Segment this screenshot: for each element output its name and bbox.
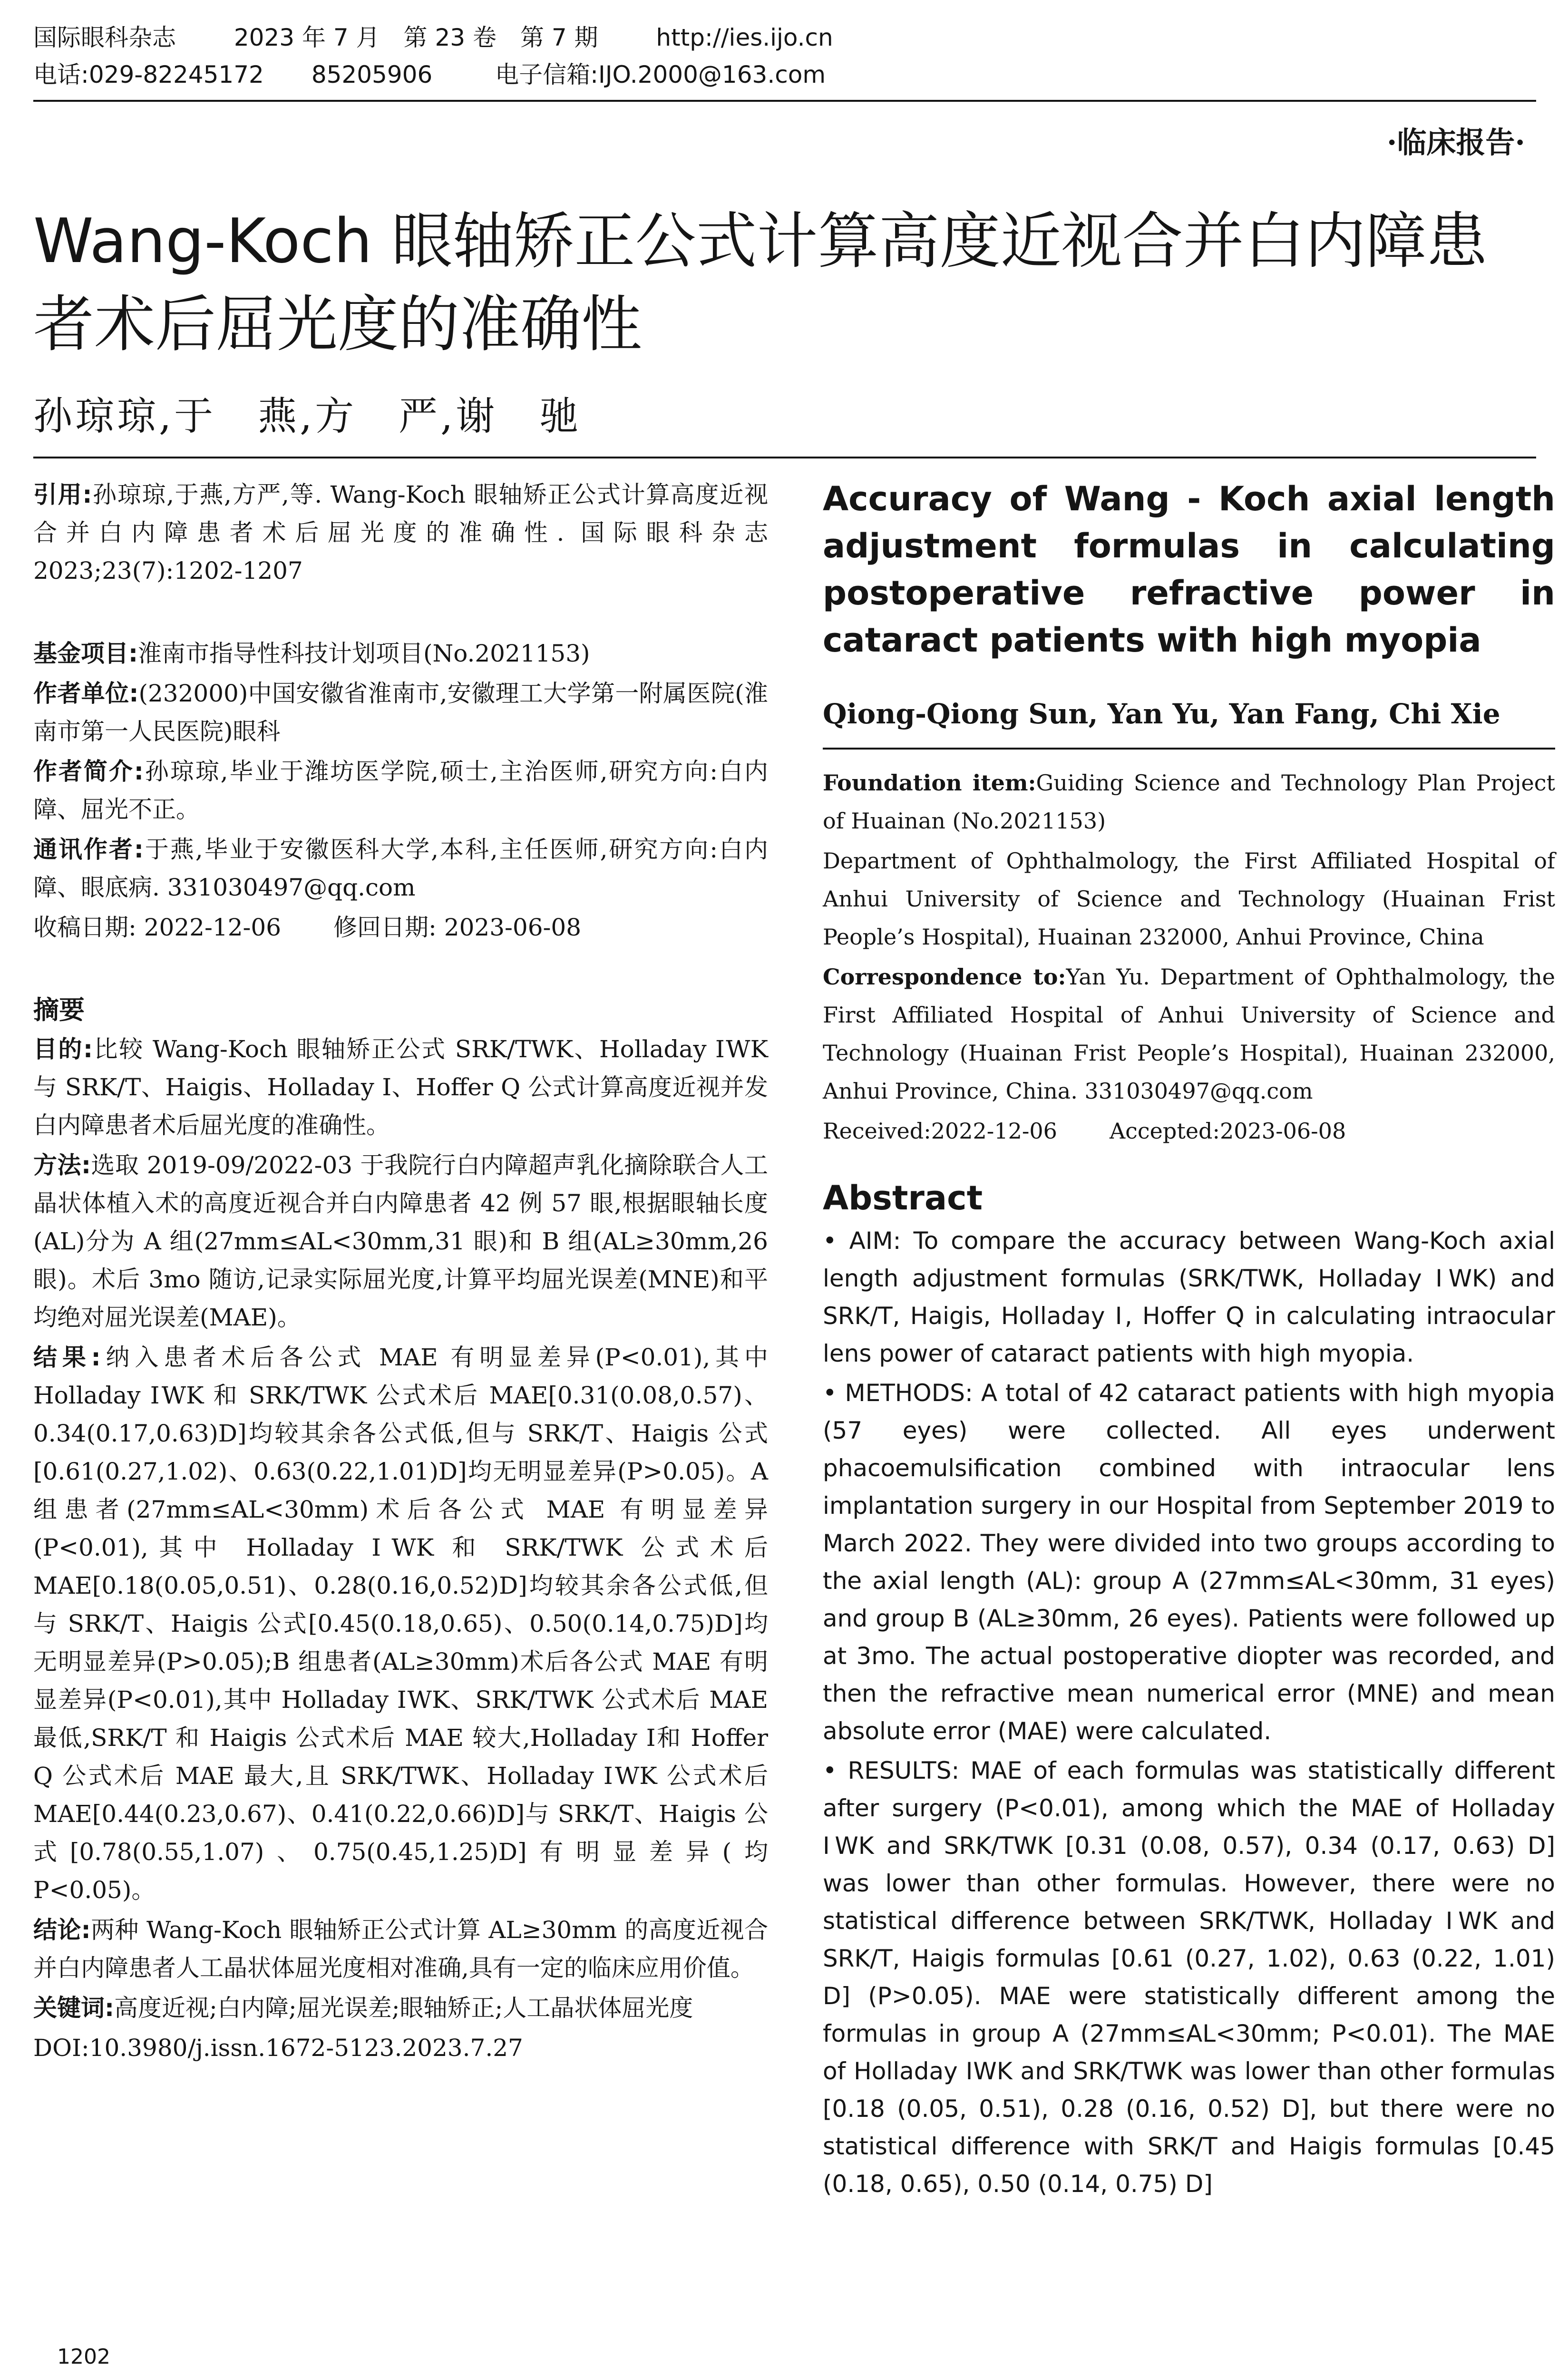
journal-url[interactable]: http://ies.ijo.cn xyxy=(656,24,833,51)
article-title: Wang-Koch 眼轴矫正公式计算高度近视合并白内障患者术后屈光度的准确性 xyxy=(33,206,1488,360)
corr-text: 于燕,毕业于安徽医科大学,本科,主任医师,研究方向:白内障、眼底病. 331030497@qq.com xyxy=(33,836,769,901)
correspondence-text: Yan Yu. Department of Ophthalmology, the First Affiliated Hospital of Anhui University of Science and Technology (Huainan Frist People’s Hospital), Huainan 232000, Anhui Province, China. 331030497@qq.com xyxy=(823,964,1556,1104)
corresponding-author xyxy=(33,830,768,906)
accepted-date-en: Accepted:2023-06-08 xyxy=(1109,1118,1346,1144)
methods-cn xyxy=(33,1146,768,1336)
english-meta xyxy=(823,764,1555,1150)
abstract-heading-cn: 摘要 xyxy=(33,995,85,1025)
bio-text: 孙琼琼,毕业于潍坊医学院,硕士,主治医师,研究方向:白内障、屈光不正。 xyxy=(33,758,769,823)
english-title: Accuracy of Wang - Koch axial length adjustment formulas in calculating postoperative refractive power in cataract patients with high myopia xyxy=(823,479,1555,660)
section-tag: ·临床报告· xyxy=(1386,125,1525,160)
keywords-text-cn: 高度近视;白内障;屈光误差;眼轴矫正;人工晶状体屈光度 xyxy=(114,1994,693,2022)
aim xyxy=(823,1222,1555,1373)
english-dates xyxy=(823,1112,1555,1150)
objective xyxy=(33,1030,768,1144)
dates xyxy=(33,908,768,946)
correspondence-label: Correspondence to: xyxy=(823,964,1066,990)
foundation-item xyxy=(823,764,1555,840)
header-line-2 xyxy=(33,56,1536,93)
unit-text: (232000)中国安徽省淮南市,安徽理工大学第一附属医院(淮南市第一人民医院)眼科 xyxy=(33,680,768,745)
results-text-cn: 纳入患者术后各公式 MAE 有明显差异(P<0.01),其中 Holladay ⅠWK 和 SRK/TWK 公式术后 MAE[0.31(0.08,0.57)、0.34(0.17,0.63)D]均较其余各公式低,但与 SRK/T、Haigis 公式[0.61(0.27,1.02)、0.63(0.22,1.01)D]均无明显差异(P>0.05)。A 组患者(27mm≤AL<30mm)术后各公式 MAE 有明显差异(P<0.01),其中 Holladay ⅠWK 和 SRK/TWK 公式术后 MAE[0.18(0.05,0.51)、0.28(0.16,0.52)D]均较其余各公式低,但与 SRK/T、Haigis 公式[0.45(0.18,0.65)、0.50(0.14,0.75)D]均无明显差异(P>0.05);B 组患者(AL≥30mm)术后各公式 MAE 有明显差异(P<0.01),其中 Holladay ⅠWK、SRK/TWK 公式术后 MAE 最低,SRK/T 和 Haigis 公式术后 MAE 较大,Holladay Ⅰ和 Hoffer Q 公式术后 MAE 最大,且 SRK/TWK、Holladay ⅠWK 公式术后 MAE[0.44(0.23,0.67)、0.41(0.22,0.66)D]与 SRK/T、Haigis 公式[0.78(0.55,1.07)、0.75(0.45,1.25)D]有明显差异(均 P<0.05)。 xyxy=(33,1344,768,1904)
header-line-1 xyxy=(33,19,1536,56)
results-label-cn: 结果: xyxy=(33,1344,101,1371)
journal-phone: 电话:029-82245172 85205906 xyxy=(33,61,433,88)
results-label-en: • RESULTS: xyxy=(823,1757,960,1784)
foundation-label: Foundation item: xyxy=(823,770,1036,796)
methods-en xyxy=(823,1374,1555,1750)
conclusion-cn xyxy=(33,1911,768,1987)
conclusion-text-cn: 两种 Wang-Koch 眼轴矫正公式计算 AL≥30mm 的高度近视合并白内障患者人工晶状体屈光度相对准确,具有一定的临床应用价值。 xyxy=(33,1916,768,1982)
methods-text-en: A total of 42 cataract patients with high myopia (57 eyes) were collected. All eyes underwent phacoemulsification combined with intraocular lens implantation surgery in our Hospital from September 2019 to March 2022. They were divided into two groups according to the axial length (AL): group A (27mm≤AL<30mm, 31 eyes) and group B (AL≥30mm, 26 eyes). Patients were followed up at 3mo. The actual postoperative diopter was recorded, and then the refractive mean numerical error (MNE) and mean absolute error (MAE) were calculated. xyxy=(823,1379,1556,1745)
doi[interactable]: DOI:10.3980/j.issn.1672-5123.2023.7.27 xyxy=(33,2034,523,2062)
corr-label: 通讯作者: xyxy=(33,836,144,863)
page-number: 1202 xyxy=(57,2345,110,2369)
aim-label: • AIM: xyxy=(823,1227,901,1255)
english-authors-rule xyxy=(823,748,1555,750)
fund-item xyxy=(33,634,768,672)
unit-label: 作者单位: xyxy=(33,680,139,707)
aim-text: To compare the accuracy between Wang-Koch axial length adjustment formulas (SRK/TWK, Holladay ⅠWK) and SRK/T, Haigis, Holladay Ⅰ, Hoffer Q in calculating intraocular lens power of cataract patients with high myopia. xyxy=(823,1227,1555,1367)
citation-text: 孙琼琼,于燕,方严,等. Wang-Koch 眼轴矫正公式计算高度近视合并白内障患者术后屈光度的准确性. 国际眼科杂志 2023;23(7):1202-1207 xyxy=(33,481,768,585)
results-text-en: MAE of each formulas was statistically different after surgery (P<0.01), among which the MAE of Holladay ⅠWK and SRK/TWK [0.31 (0.08, 0.57), 0.34 (0.17, 0.63) D] was lower than other formulas. However, there were no statistical difference between SRK/TWK, Holladay ⅠWK and SRK/T, Haigis formulas [0.61 (0.27, 1.02), 0.63 (0.22, 1.01) D] (P>0.05). MAE were statistically different among the formulas in group A (27mm≤AL<30mm; P<0.01). The MAE of Holladay ⅠWK and SRK/TWK was lower than other formulas [0.18 (0.05, 0.51), 0.28 (0.16, 0.52) D], but there were no statistical difference with SRK/T and Haigis formulas [0.45 (0.18, 0.65), 0.50 (0.14, 0.75) D] xyxy=(823,1757,1555,2198)
methods-label-en: • METHODS: xyxy=(823,1379,973,1407)
methods-label-cn: 方法: xyxy=(33,1151,91,1179)
objective-text: 比较 Wang-Koch 眼轴矫正公式 SRK/TWK、Holladay ⅠWK 与 SRK/T、Haigis、Holladay Ⅰ、Hoffer Q 公式计算高度近视并发白内障患者术后屈光度的准确性。 xyxy=(33,1035,768,1139)
english-abstract xyxy=(823,1222,1555,2203)
chinese-column xyxy=(33,476,768,2069)
journal-name: 国际眼科杂志 xyxy=(33,24,176,51)
bio-label: 作者简介: xyxy=(33,758,144,785)
fund-text: 淮南市指导性科技计划项目(No.2021153) xyxy=(138,640,590,667)
department: Department of Ophthalmology, the First Affiliated Hospital of Anhui University of Science and Technology (Huainan Frist People’s Hospital), Huainan 232000, Anhui Province, China xyxy=(823,848,1555,950)
abstract-heading-en: Abstract xyxy=(823,1179,983,1218)
conclusion-label-cn: 结论: xyxy=(33,1916,91,1944)
revised-date: 修回日期: 2023-06-08 xyxy=(333,914,582,941)
journal-email[interactable]: 电子信箱:IJO.2000@163.com xyxy=(495,61,826,88)
author-unit xyxy=(33,674,768,750)
article-authors: 孙琼琼,于 燕,方 严,谢 驰 xyxy=(33,394,582,439)
methods-text-cn: 选取 2019-09/2022-03 于我院行白内障超声乳化摘除联合人工晶状体植入术的高度近视合并白内障患者 42 例 57 眼,根据眼轴长度(AL)分为 A 组(27mm≤AL<30mm,31 眼)和 B 组(AL≥30mm,26 眼)。术后 3mo 随访,记录实际屈光度,计算平均屈光误差(MNE)和平均绝对屈光误差(MAE)。 xyxy=(33,1151,768,1331)
citation-label: 引用: xyxy=(33,481,92,508)
foundation-text: Guiding Science and Technology Plan Project of Huainan (No.2021153) xyxy=(823,770,1555,834)
results-en xyxy=(823,1752,1555,2203)
author-bio xyxy=(33,752,768,828)
english-column xyxy=(823,476,1555,2205)
issue-info: 2023 年 7 月 第 23 卷 第 7 期 xyxy=(234,24,598,51)
keywords-cn xyxy=(33,1989,768,2027)
header-rule xyxy=(33,100,1536,102)
english-authors: Qiong-Qiong Sun, Yan Yu, Yan Fang, Chi Xie xyxy=(823,698,1500,730)
correspondence xyxy=(823,958,1555,1110)
running-header xyxy=(33,19,1536,105)
received-date: 收稿日期: 2022-12-06 xyxy=(33,914,282,941)
fund-label: 基金项目: xyxy=(33,640,138,667)
title-rule xyxy=(33,457,1536,458)
keywords-label-cn: 关键词: xyxy=(33,1994,114,2022)
objective-label: 目的: xyxy=(33,1035,93,1063)
results-cn xyxy=(33,1338,768,1909)
received-date-en: Received:2022-12-06 xyxy=(823,1118,1057,1144)
citation xyxy=(33,476,768,590)
